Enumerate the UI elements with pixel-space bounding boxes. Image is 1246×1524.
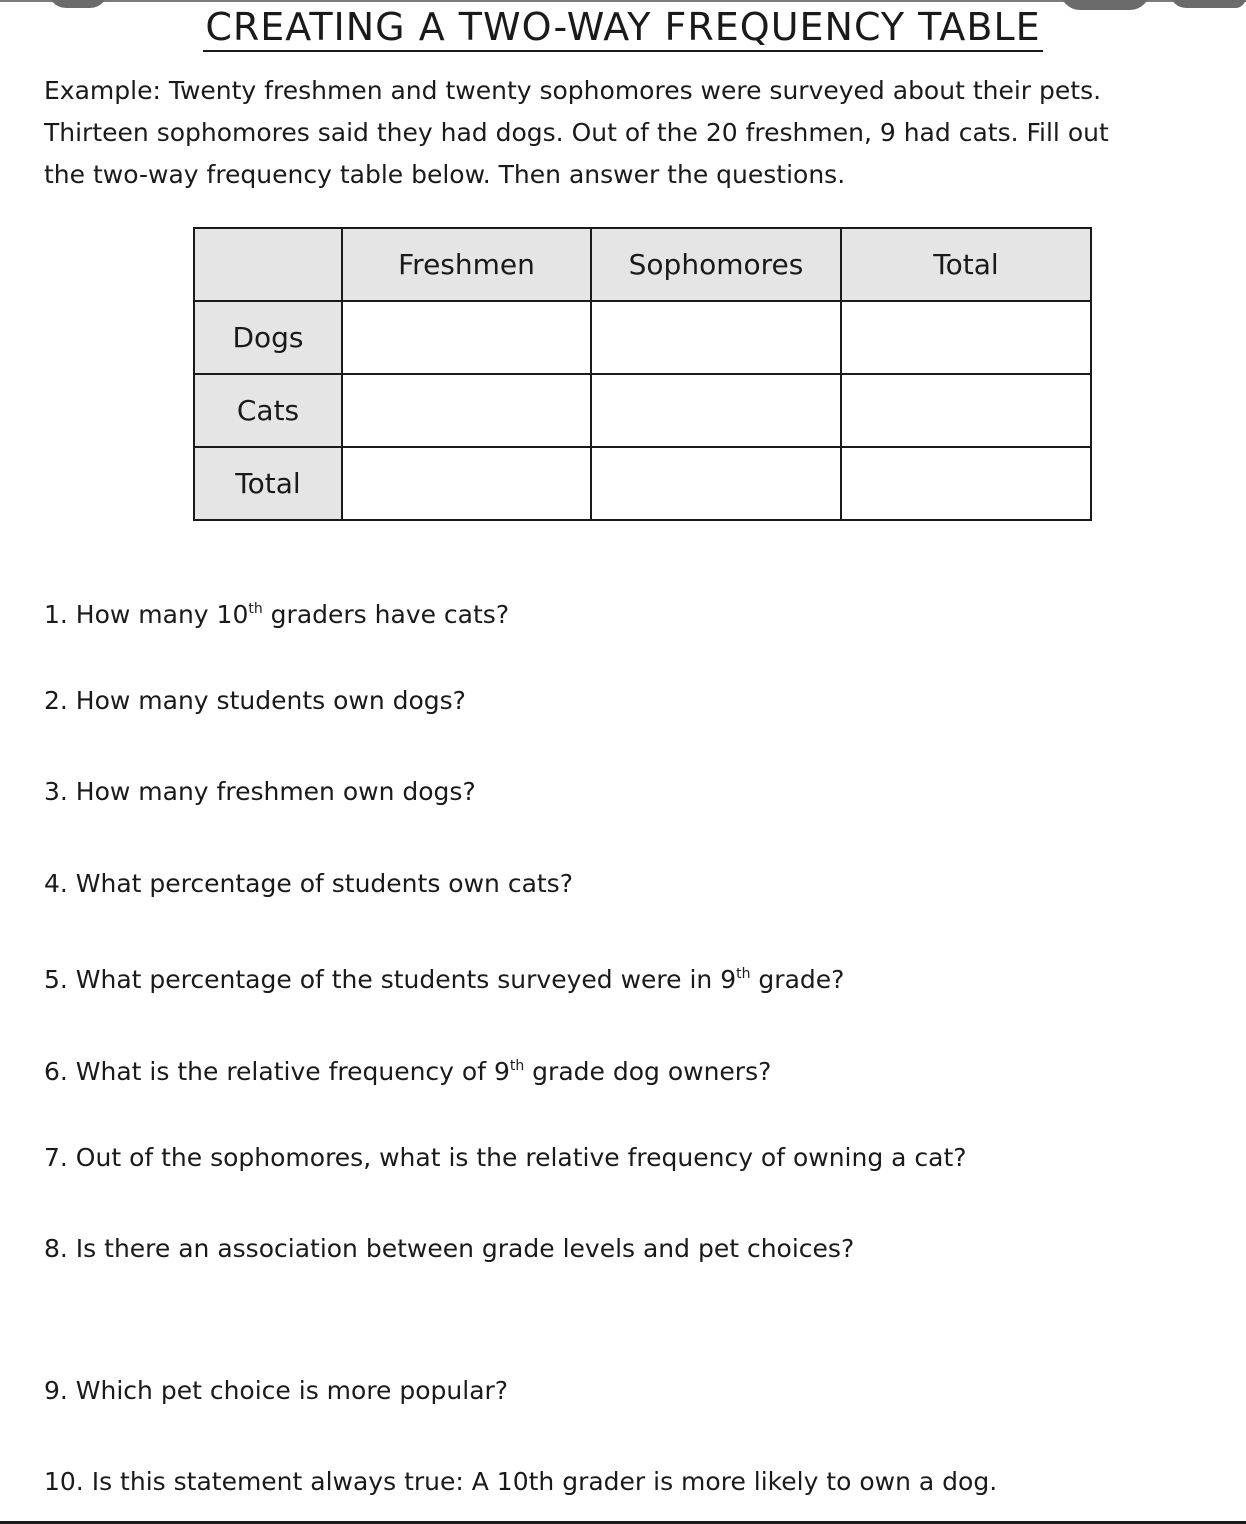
question-10: 10. Is this statement always true: A 10th grader is more likely to own a dog. — [44, 1467, 998, 1496]
example-paragraph — [44, 70, 1224, 196]
two-way-frequency-table — [193, 227, 1092, 521]
example-line-3: the two-way frequency table below. Then answer the questions. — [44, 160, 846, 189]
column-header-freshmen: Freshmen — [342, 228, 591, 301]
question-5-text-a: 5. What percentage of the students surveyed were in 9 — [44, 965, 737, 994]
example-line-2: Thirteen sophomores said they had dogs. Out of the 20 freshmen, 9 had cats. Fill out — [44, 118, 1109, 147]
cell-dogs-sophomores[interactable] — [591, 301, 841, 374]
cell-dogs-total[interactable] — [841, 301, 1091, 374]
cell-cats-total[interactable] — [841, 374, 1091, 447]
question-1-superscript: th — [248, 601, 263, 617]
table-header-row — [194, 228, 1091, 301]
question-8: 8. Is there an association between grade levels and pet choices? — [44, 1234, 855, 1263]
question-3: 3. How many freshmen own dogs? — [44, 777, 476, 806]
cell-total-total[interactable] — [841, 447, 1091, 520]
table-corner-cell — [194, 228, 342, 301]
question-5-superscript: th — [736, 966, 751, 982]
question-6 — [44, 1049, 771, 1089]
cell-dogs-freshmen[interactable] — [342, 301, 591, 374]
question-1-text-b: graders have cats? — [262, 600, 510, 629]
row-header-cats: Cats — [194, 374, 342, 447]
cell-total-sophomores[interactable] — [591, 447, 841, 520]
column-header-total: Total — [841, 228, 1091, 301]
table-row-total — [194, 447, 1091, 520]
question-7: 7. Out of the sophomores, what is the relative frequency of owning a cat? — [44, 1143, 967, 1172]
question-9: 9. Which pet choice is more popular? — [44, 1376, 509, 1405]
table-row-cats — [194, 374, 1091, 447]
worksheet-title — [0, 4, 1246, 50]
question-5 — [44, 957, 844, 997]
row-header-dogs: Dogs — [194, 301, 342, 374]
cell-total-freshmen[interactable] — [342, 447, 591, 520]
worksheet-title-text: CREATING A TWO-WAY FREQUENCY TABLE — [203, 5, 1042, 52]
column-header-sophomores: Sophomores — [591, 228, 841, 301]
top-border — [0, 0, 1246, 2]
table-row-dogs — [194, 301, 1091, 374]
question-1-text-a: 1. How many 10 — [44, 600, 249, 629]
question-5-text-b: grade? — [750, 965, 845, 994]
cell-cats-freshmen[interactable] — [342, 374, 591, 447]
cell-cats-sophomores[interactable] — [591, 374, 841, 447]
question-4: 4. What percentage of students own cats? — [44, 869, 573, 898]
question-6-text-a: 6. What is the relative frequency of 9 — [44, 1057, 510, 1086]
question-6-text-b: grade dog owners? — [524, 1057, 772, 1086]
row-header-total: Total — [194, 447, 342, 520]
question-1 — [44, 592, 509, 632]
question-6-superscript: th — [509, 1058, 525, 1074]
question-2: 2. How many students own dogs? — [44, 686, 466, 715]
example-line-1: Example: Twenty freshmen and twenty sophomores were surveyed about their pets. — [44, 76, 1102, 105]
